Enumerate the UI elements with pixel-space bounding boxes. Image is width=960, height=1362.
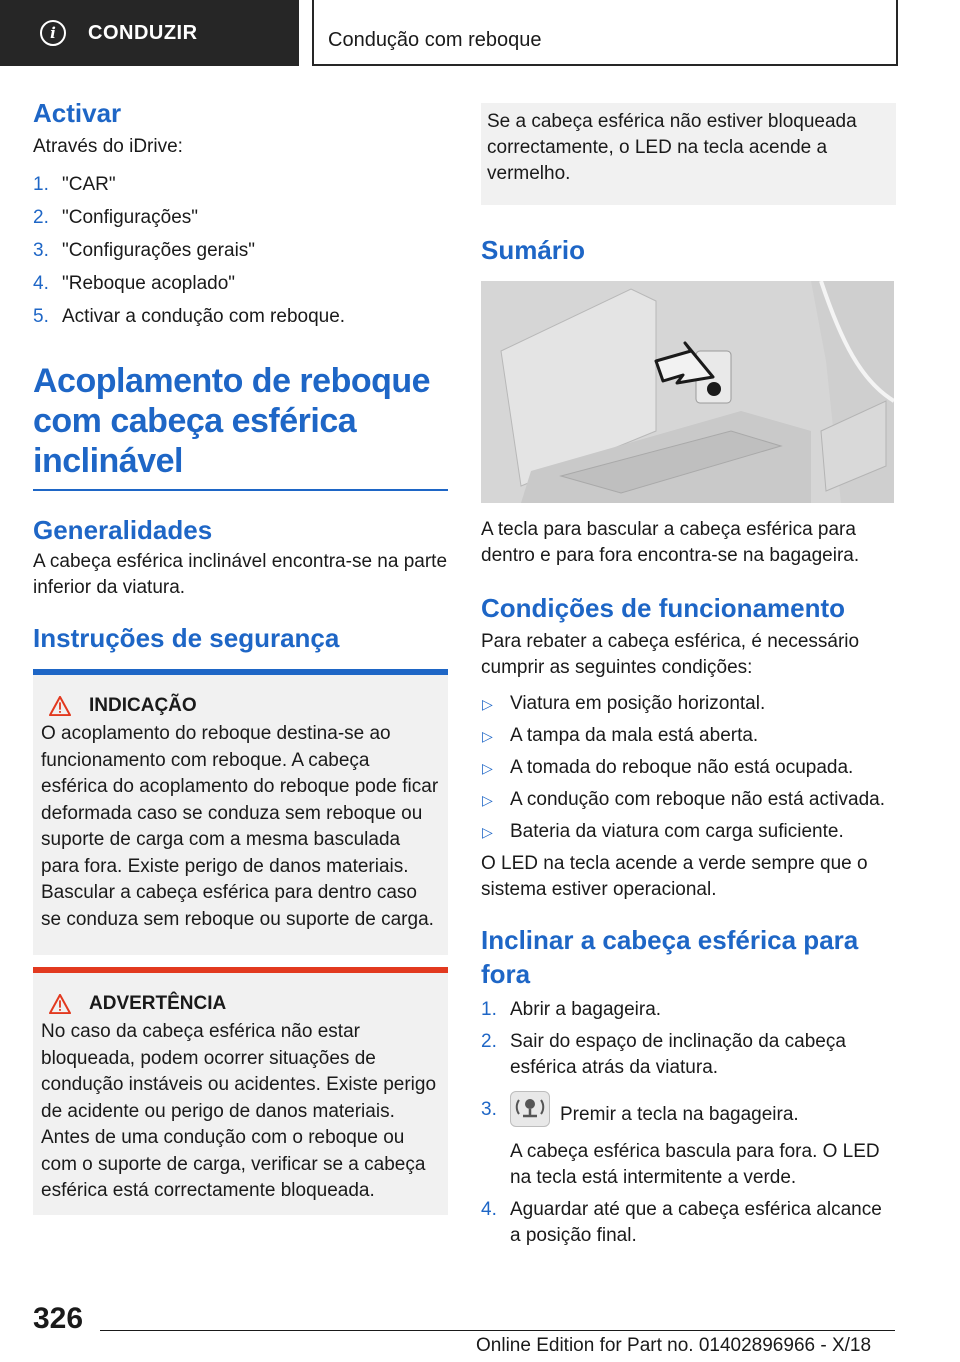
main-heading: Acoplamento de reboque com cabeça esférica inclinável <box>33 362 431 480</box>
indicacao-label: INDICAÇÃO <box>89 695 197 716</box>
activar-heading: Activar <box>33 98 122 128</box>
list-item: 2. "Configurações" <box>33 207 199 228</box>
inclinar-heading: Inclinar a cabeça esférica para fora <box>481 925 859 989</box>
triangle-bullet-icon: ▷ <box>482 728 493 744</box>
section-title: CONDUZIR <box>88 21 198 44</box>
chapter-box <box>312 0 898 66</box>
triangle-bullet-icon: ▷ <box>482 696 493 712</box>
condicoes-outro: O LED na tecla acende a verde sempre que o sistema estiver operacional. <box>481 853 868 900</box>
advertencia-label: ADVERTÊNCIA <box>89 993 227 1014</box>
note-text: Se a cabeça esférica não estiver bloqueada correctamente, o LED na tecla acende a vermelho. <box>487 111 857 184</box>
condicoes-intro: Para rebater a cabeça esférica, é necessário cumprir as seguintes condições: <box>481 631 860 678</box>
towbar-button-icon <box>510 1091 550 1127</box>
advertencia-text: No caso da cabeça esférica não estar bloqueada, podem ocorrer situações de condução instáveis ou acidentes. Existe perigo de acidente ou perigo de danos materiais. Antes de uma condução com o reboque ou com o suporte de carga, verificar se a cabeça esférica está correctamente bloqueada. <box>41 1021 437 1201</box>
warning-triangle-icon <box>49 994 71 1014</box>
edition-text: Online Edition for Part no. 01402896966 - X/18 <box>476 1335 872 1356</box>
list-item: 4. Aguardar até que a cabeça esférica alcance a posição final. <box>481 1199 882 1246</box>
list-item: 1. Abrir a bagageira. <box>481 999 662 1020</box>
list-item: 2. Sair do espaço de inclinação da cabeça esférica atrás da viatura. <box>481 1031 846 1078</box>
list-item: ▷ Bateria da viatura com carga suficiente. <box>481 819 896 845</box>
page-number: 326 <box>33 1302 84 1335</box>
list-item: 3. Premir a tecla na bagageira. A cabeça esférica bascula para fora. O LED na tecla está intermitente a verde. <box>481 1097 896 1191</box>
generalidades-heading: Generalidades <box>33 515 213 545</box>
list-item: 4. "Reboque acoplado" <box>33 273 236 294</box>
indicacao-text: O acoplamento do reboque destina-se ao funcionamento com reboque. A cabeça esférica do acoplamento do reboque pode ficar deformada caso se conduza sem reboque ou suporte de carga com a mesma basculada para fora. Existe perigo de danos materiais. Bascular a cabeça esférica para dentro caso se conduza sem reboque ou suporte de carga. <box>41 723 439 930</box>
inclinar-steps <box>481 997 896 1249</box>
chapter-title: Condução com reboque <box>328 29 542 51</box>
photo-caption: A tecla para bascular a cabeça esférica para dentro e para fora encontra-se na bagageira. <box>481 519 860 566</box>
section-tab <box>0 0 299 66</box>
list-item: 5. Activar a condução com reboque. <box>33 306 346 327</box>
page-header <box>0 0 960 66</box>
activar-intro: Através do iDrive: <box>33 136 183 157</box>
list-item: ▷ A tomada do reboque não está ocupada. <box>481 755 896 781</box>
trunk-photo <box>481 281 894 503</box>
condicoes-heading: Condições de funcionamento <box>481 593 846 623</box>
list-item: ▷ A condução com reboque não está activada. <box>481 787 896 813</box>
list-item: ▷ Viatura em posição horizontal. <box>481 691 896 717</box>
seguranca-heading: Instruções de segurança <box>33 623 340 653</box>
list-item: 1. "CAR" <box>33 174 116 195</box>
info-icon: i <box>40 20 66 46</box>
advertencia-box <box>33 973 448 1215</box>
right-column <box>481 103 896 1249</box>
triangle-bullet-icon: ▷ <box>482 792 493 808</box>
activar-steps <box>33 168 448 333</box>
list-item: ▷ A tampa da mala está aberta. <box>481 723 896 749</box>
sumario-heading: Sumário <box>481 235 586 265</box>
generalidades-text: A cabeça esférica inclinável encontra-se na parte inferior da viatura. <box>33 551 448 598</box>
condicoes-list <box>481 691 896 845</box>
triangle-bullet-icon: ▷ <box>482 760 493 776</box>
footer-rule <box>100 1330 895 1331</box>
triangle-bullet-icon: ▷ <box>482 824 493 840</box>
warning-triangle-icon <box>49 696 71 716</box>
left-column <box>33 96 448 1215</box>
list-item: 3. "Configurações gerais" <box>33 240 256 261</box>
note-box <box>481 103 896 205</box>
indicacao-box <box>33 675 448 955</box>
trunk-illustration <box>481 281 894 503</box>
